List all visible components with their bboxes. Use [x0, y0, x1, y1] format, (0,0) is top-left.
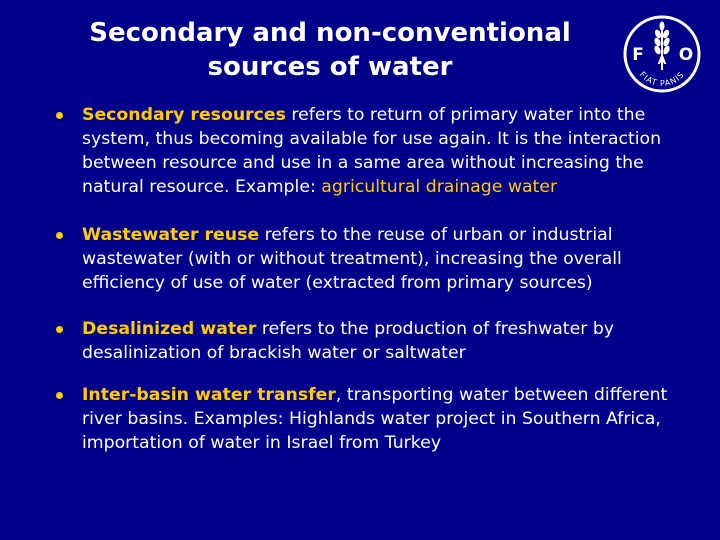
logo-motto-text: FIAT PANIS — [637, 69, 687, 89]
bullet-list — [56, 103, 696, 479]
bullet-dot — [56, 326, 63, 333]
bullet-item — [56, 223, 696, 295]
bullet-item — [56, 103, 696, 199]
logo-letter-o: O — [678, 45, 694, 65]
bullet-text: , transporting water between different river basins. Examples: Highlands water project in Southern Africa, importation of water in Israel from Turkey — [82, 385, 668, 453]
bullet-example: agricultural drainage water — [321, 177, 558, 197]
bullet-dot — [56, 112, 63, 119]
bullet-term: Secondary resources — [82, 105, 286, 125]
bullet-dot — [56, 392, 63, 399]
bullet-term: Wastewater reuse — [82, 225, 260, 245]
slide-title-line-2: sources of water — [207, 52, 453, 82]
logo-letter-a: A — [657, 54, 667, 67]
bullet-text: refers to the production of freshwater by desalinization of brackish water or saltwater — [82, 319, 615, 363]
bullet-dot — [56, 232, 63, 239]
bullet-term: Inter-basin water transfer — [82, 385, 336, 405]
logo-letter-f: F — [632, 45, 644, 65]
bullet-item — [56, 317, 696, 365]
fao-logo — [622, 14, 702, 94]
slide-title — [40, 16, 620, 84]
bullet-text: refers to the reuse of urban or industrial wastewater (with or without treatment), increasing the overall efficiency of use of water (extracted from primary sources) — [82, 225, 622, 293]
bullet-item — [56, 383, 696, 455]
slide-title-line-1: Secondary and non-conventional — [89, 18, 571, 48]
bullet-text: refers to return of primary water into the system, thus becoming available for use again. It is the interaction between resource and use in a same area without increasing the natural resource. Example: — [82, 105, 662, 197]
bullet-term: Desalinized water — [82, 319, 257, 339]
